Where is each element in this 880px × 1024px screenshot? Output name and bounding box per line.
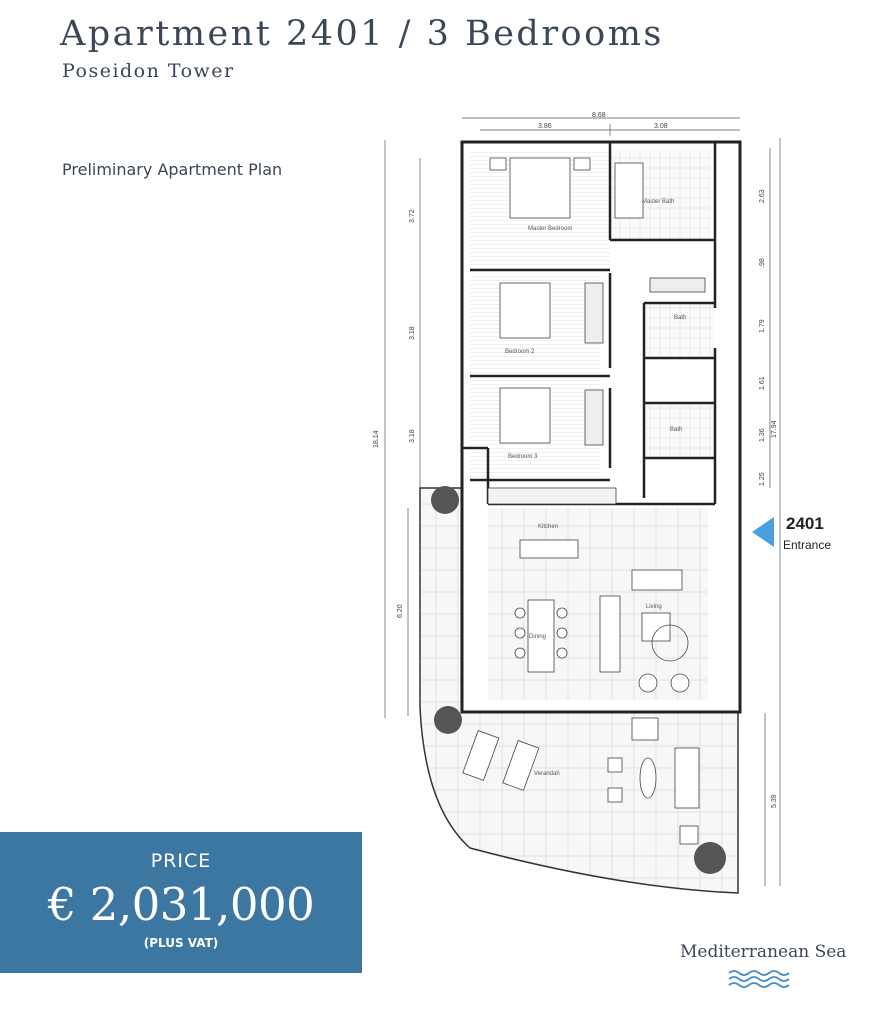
dim-width-right: 3.08 (654, 123, 668, 130)
room-verandah: Verandah (534, 771, 560, 777)
room-bath-1: Bath (674, 315, 687, 321)
dim-r-125: 1.25 (759, 472, 766, 486)
dim-total-width: 8.68 (592, 112, 606, 119)
page-subtitle: Poseidon Tower (62, 60, 235, 82)
dim-r-1794: 17.94 (771, 420, 778, 438)
room-living: Living (646, 604, 662, 610)
dim-left-372: 3.72 (409, 209, 416, 223)
sea-label: Mediterranean Sea (680, 942, 847, 962)
room-bedroom-3: Bedroom 3 (508, 454, 538, 460)
dim-total-length: 18.14 (373, 430, 380, 448)
price-box (0, 832, 362, 973)
price-label: PRICE (150, 850, 212, 872)
plan-label: Preliminary Apartment Plan (62, 160, 283, 179)
room-bedroom-2: Bedroom 2 (505, 349, 535, 355)
bath1-floor (644, 303, 714, 358)
dim-left-318a: 3.18 (409, 326, 416, 340)
price-vat-note: (PLUS VAT) (143, 936, 219, 950)
dim-r-179: 1.79 (759, 319, 766, 333)
room-master-bedroom: Master Bedroom (528, 226, 573, 232)
dim-r-98: .98 (759, 258, 766, 268)
price-value: € 2,031,000 (47, 878, 315, 931)
room-dining: Dining (529, 634, 547, 640)
dim-r-161: 1.61 (759, 376, 766, 390)
room-bath-2: Bath (670, 427, 683, 433)
entrance-number: 2401 (786, 514, 824, 533)
waves-icon (727, 968, 797, 990)
entrance-label: Entrance (783, 538, 832, 552)
living-floor (488, 508, 708, 700)
dim-width-left: 3.86 (538, 123, 552, 130)
dim-left-620: 6.20 (397, 604, 404, 618)
entrance-arrow-icon (750, 515, 776, 549)
page-title: Apartment 2401 / 3 Bedrooms (60, 14, 664, 54)
room-master-bath: Master Bath (642, 199, 675, 205)
floor-plan (370, 108, 790, 898)
dim-r-136: 1.36 (759, 428, 766, 442)
room-kitchen: Kitchen (538, 524, 559, 530)
dim-r-263: 2.63 (759, 189, 766, 203)
dim-left-318b: 3.18 (409, 429, 416, 443)
dim-r-539: 5.39 (771, 794, 778, 808)
